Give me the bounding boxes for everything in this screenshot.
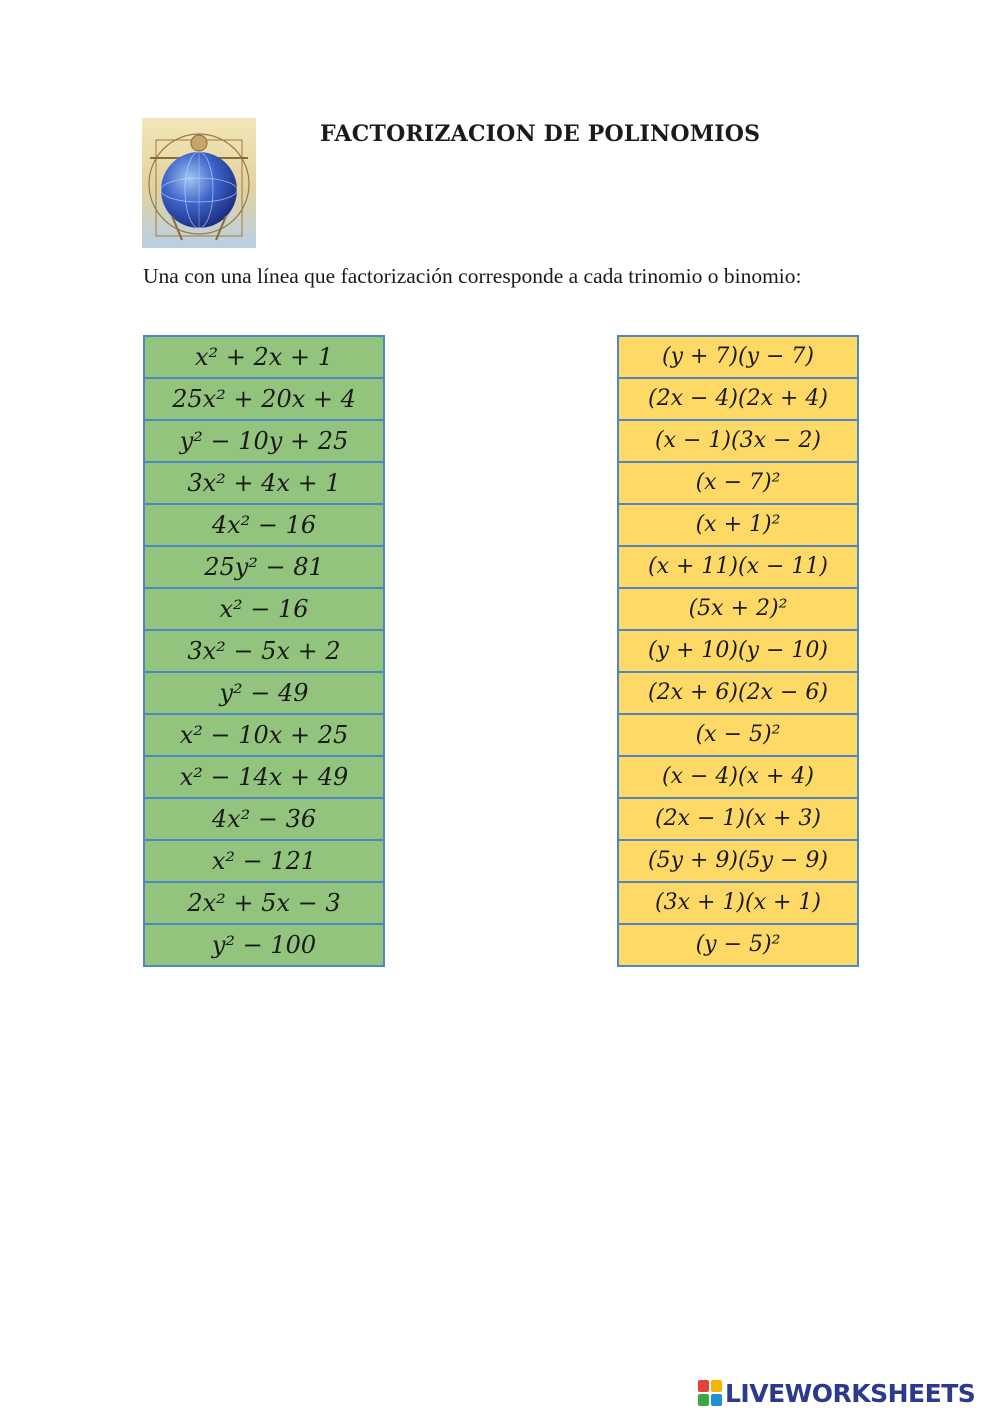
page-title: FACTORIZACION DE POLINOMIOS xyxy=(320,121,761,147)
polynomial-cell[interactable]: 3x² − 5x + 2 xyxy=(145,631,383,673)
factorization-cell[interactable]: (2x − 4)(2x + 4) xyxy=(619,379,857,421)
factorization-cell[interactable]: (5x + 2)² xyxy=(619,589,857,631)
polynomial-cell[interactable]: 4x² − 16 xyxy=(145,505,383,547)
factorization-cell[interactable]: (x + 1)² xyxy=(619,505,857,547)
factorization-cell[interactable]: (y + 10)(y − 10) xyxy=(619,631,857,673)
polynomial-cell[interactable]: 4x² − 36 xyxy=(145,799,383,841)
instructions-text: Una con una línea que factorización corresponde a cada trinomio o binomio: xyxy=(143,264,802,288)
vitruvian-globe-icon xyxy=(142,118,256,248)
factorization-cell[interactable]: (2x + 6)(2x − 6) xyxy=(619,673,857,715)
polynomial-cell[interactable]: x² − 16 xyxy=(145,589,383,631)
factorization-cell[interactable]: (x + 11)(x − 11) xyxy=(619,547,857,589)
polynomial-cell[interactable]: x² − 14x + 49 xyxy=(145,757,383,799)
factorization-cell[interactable]: (3x + 1)(x + 1) xyxy=(619,883,857,925)
factorization-column xyxy=(617,335,859,967)
polynomial-cell[interactable]: 2x² + 5x − 3 xyxy=(145,883,383,925)
polynomial-cell[interactable]: 25y² − 81 xyxy=(145,547,383,589)
liveworksheets-mark-icon xyxy=(698,1380,722,1406)
liveworksheets-logo xyxy=(698,1378,975,1408)
polynomial-cell[interactable]: 3x² + 4x + 1 xyxy=(145,463,383,505)
polynomial-cell[interactable]: 25x² + 20x + 4 xyxy=(145,379,383,421)
polynomial-cell[interactable]: y² − 10y + 25 xyxy=(145,421,383,463)
factorization-cell[interactable]: (x − 5)² xyxy=(619,715,857,757)
polynomial-cell[interactable]: x² + 2x + 1 xyxy=(145,337,383,379)
polynomial-column xyxy=(143,335,385,967)
factorization-cell[interactable]: (x − 7)² xyxy=(619,463,857,505)
polynomial-cell[interactable]: x² − 10x + 25 xyxy=(145,715,383,757)
factorization-cell[interactable]: (x − 1)(3x − 2) xyxy=(619,421,857,463)
factorization-cell[interactable]: (2x − 1)(x + 3) xyxy=(619,799,857,841)
factorization-cell[interactable]: (x − 4)(x + 4) xyxy=(619,757,857,799)
polynomial-cell[interactable]: y² − 49 xyxy=(145,673,383,715)
factorization-cell[interactable]: (5y + 9)(5y − 9) xyxy=(619,841,857,883)
polynomial-cell[interactable]: x² − 121 xyxy=(145,841,383,883)
factorization-cell[interactable]: (y − 5)² xyxy=(619,925,857,967)
polynomial-cell[interactable]: y² − 100 xyxy=(145,925,383,967)
brand-name: LIVEWORKSHEETS xyxy=(725,1378,976,1408)
factorization-cell[interactable]: (y + 7)(y − 7) xyxy=(619,337,857,379)
